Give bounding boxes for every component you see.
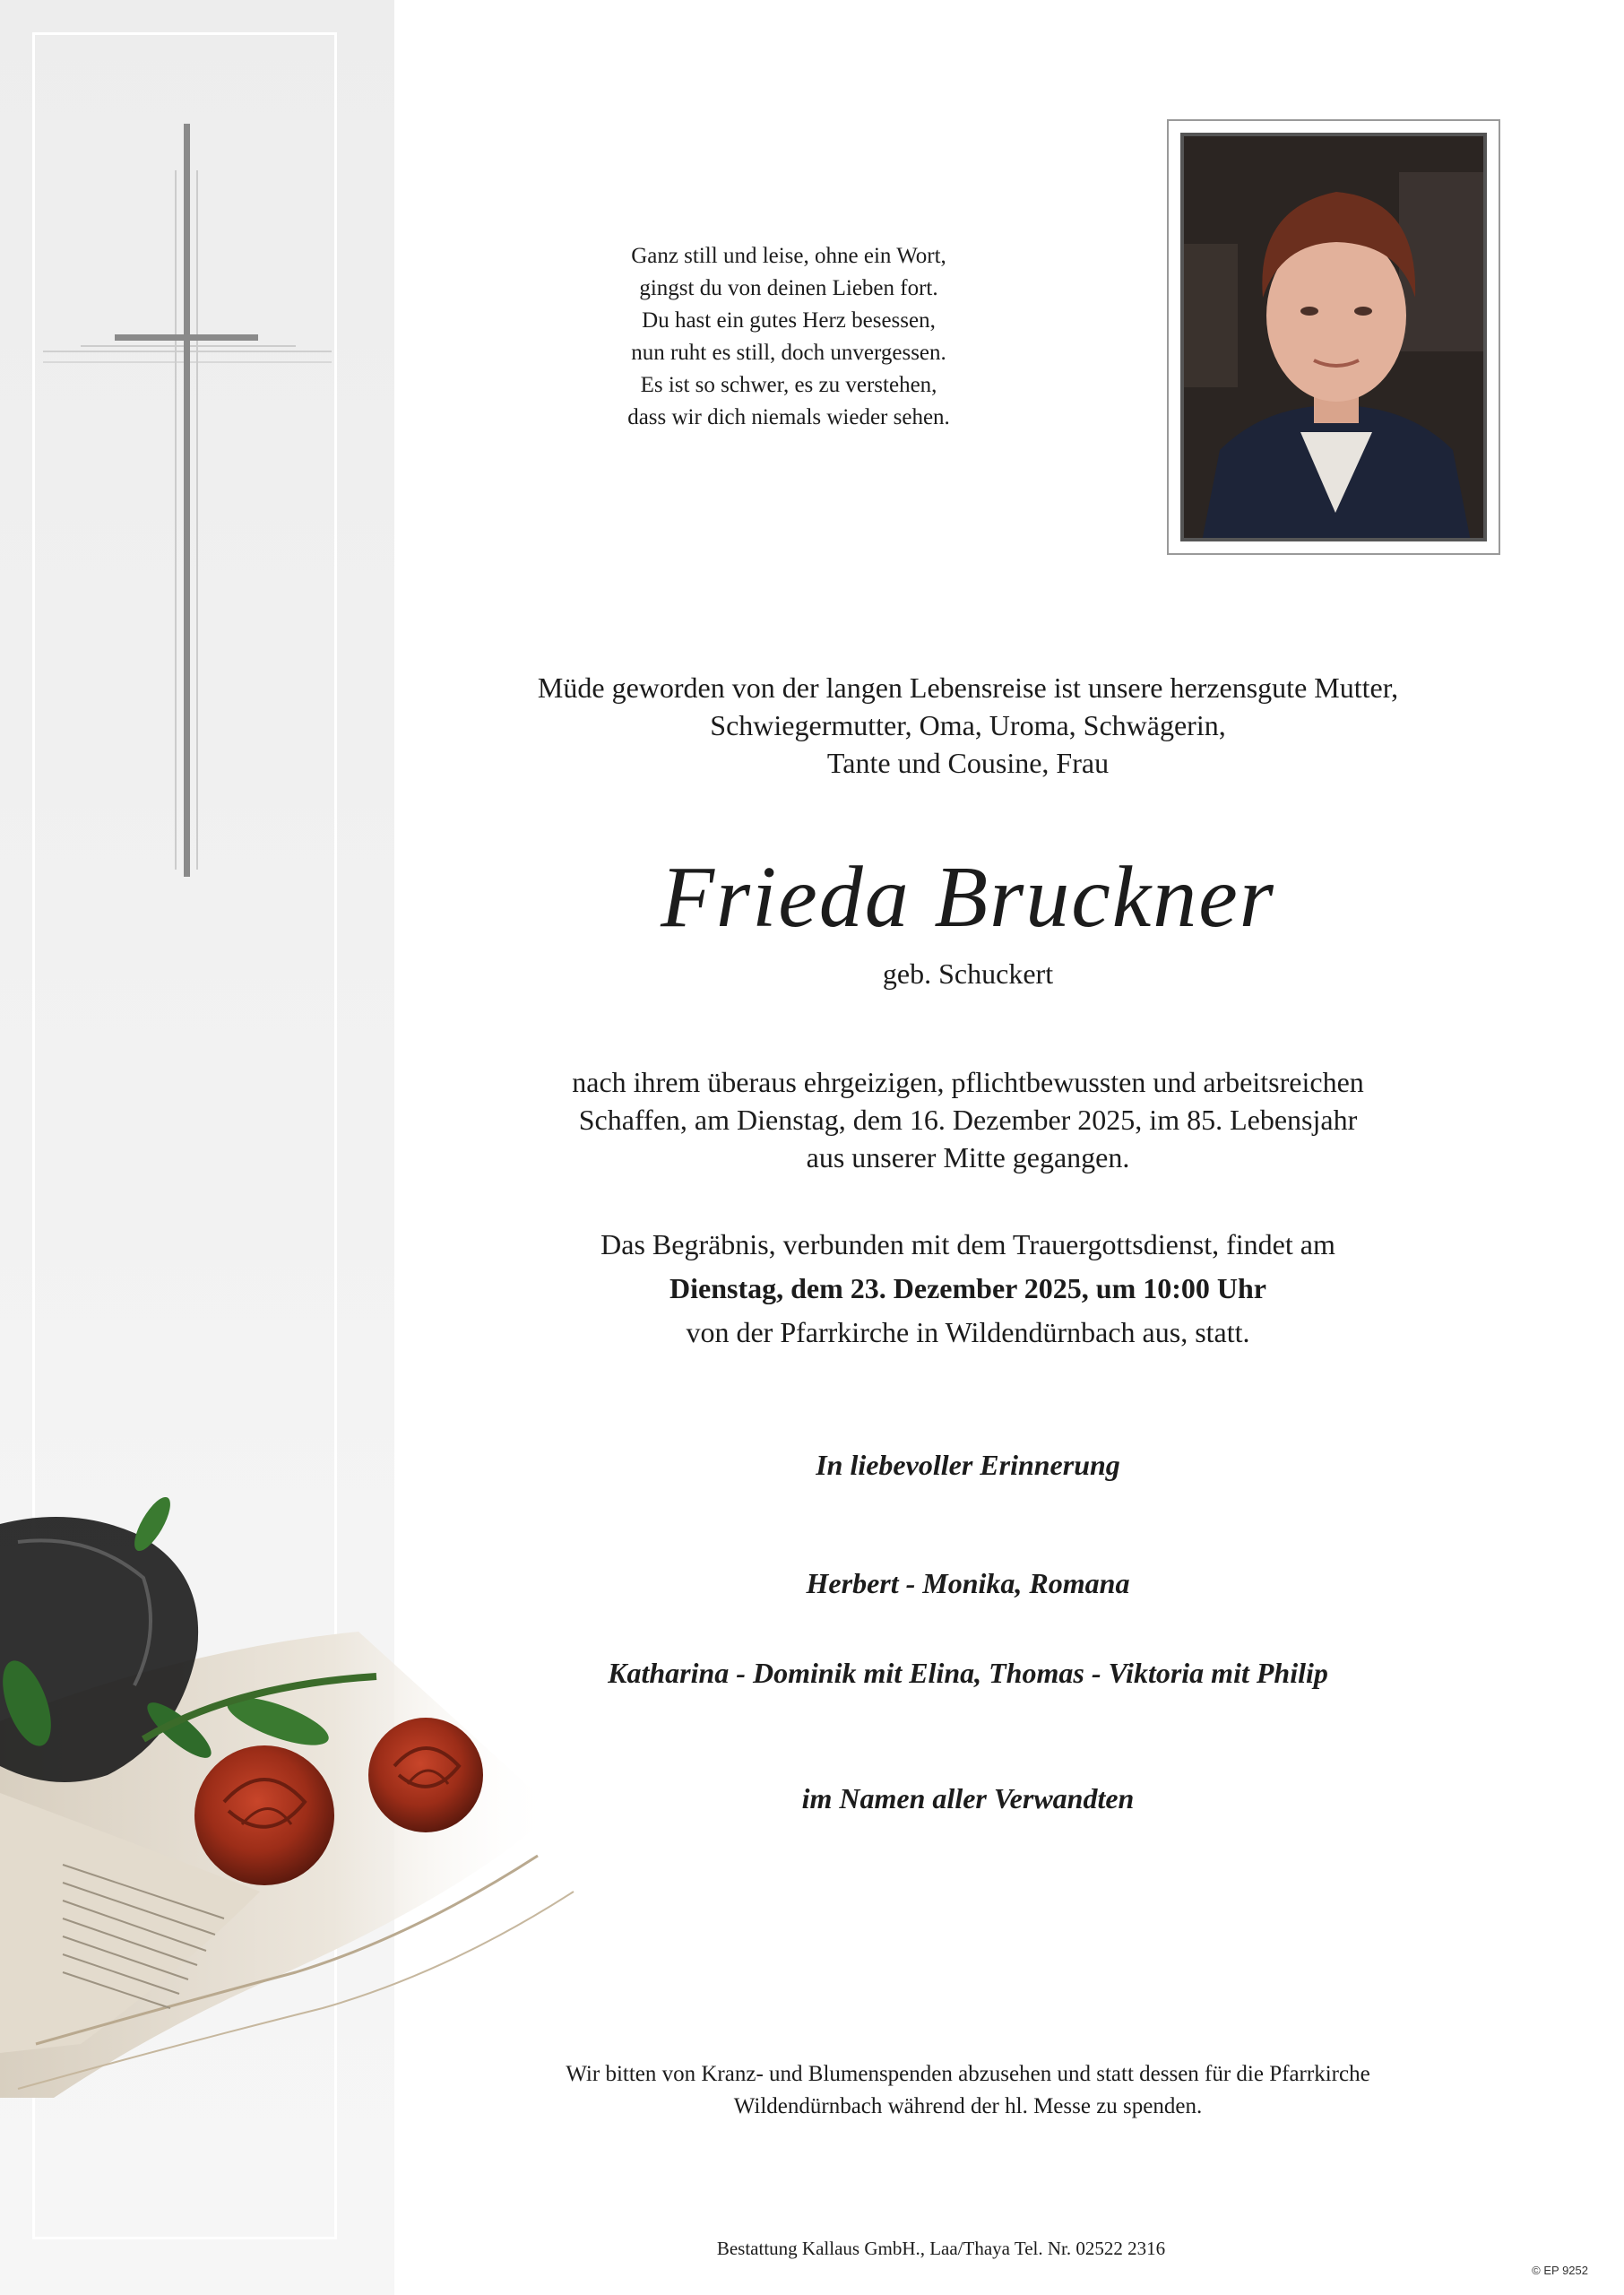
relatives-line: im Namen aller Verwandten [801, 1782, 1135, 1814]
portrait-photo-frame [1167, 119, 1500, 555]
intro-line: Schwiegermutter, Oma, Uroma, Schwägerin, [710, 709, 1226, 741]
note-line: Wildendürnbach während der hl. Messe zu spenden. [733, 2094, 1203, 2118]
birth-name: geb. Schuckert [882, 957, 1054, 990]
poem-line: dass wir dich niemals wieder sehen. [627, 405, 950, 429]
deceased-name: Frieda Bruckner [661, 849, 1275, 946]
life-text [430, 1063, 1506, 1176]
intro-line: Müde geworden von der langen Lebensreise ist unsere herzensgute Mutter, [537, 671, 1399, 704]
poem-line: Du hast ein gutes Herz besessen, [642, 308, 936, 333]
funeral-date: Dienstag, dem 23. Dezember 2025, um 10:00 Uhr [669, 1272, 1266, 1304]
children-names: Herbert - Monika, Romana [806, 1567, 1130, 1599]
funeral-home-footer: Bestattung Kallaus GmbH., Laa/Thaya Tel. Nr. 02522 2316 [716, 2238, 1166, 2259]
poem-line: Ganz still und leise, ohne ein Wort, [631, 244, 946, 268]
portrait-photo [1180, 133, 1487, 541]
intro-line: Tante und Cousine, Frau [826, 747, 1110, 779]
poem-line: Es ist so schwer, es zu verstehen, [640, 373, 937, 397]
intro-text [430, 669, 1506, 782]
grandchildren-names: Katharina - Dominik mit Elina, Thomas - Viktoria mit Philip [608, 1657, 1328, 1689]
cross-icon [0, 0, 394, 896]
portrait-illustration [1184, 136, 1487, 541]
poem [538, 240, 1040, 434]
life-line: aus unserer Mitte gegangen. [806, 1141, 1130, 1173]
poem-line: nun ruht es still, doch unvergessen. [631, 341, 946, 365]
memory-line: In liebevoller Erinnerung [816, 1449, 1120, 1481]
life-line: nach ihrem überaus ehrgeizigen, pflichtbewussten und arbeitsreichen [572, 1066, 1364, 1098]
print-code: © EP 9252 [1532, 2264, 1588, 2277]
funeral-line: Das Begräbnis, verbunden mit dem Trauergottsdienst, findet am [600, 1228, 1335, 1260]
donation-note [430, 2058, 1506, 2123]
funeral-location: von der Pfarrkirche in Wildendürnbach aus, statt. [686, 1316, 1250, 1348]
note-line: Wir bitten von Kranz- und Blumenspenden abzusehen und statt dessen für die Pfarrkirche [566, 2062, 1370, 2086]
funeral-info [430, 1223, 1506, 1355]
poem-line: gingst du von deinen Lieben fort. [639, 276, 938, 300]
life-line: Schaffen, am Dienstag, dem 16. Dezember 2025, im 85. Lebensjahr [578, 1104, 1358, 1136]
